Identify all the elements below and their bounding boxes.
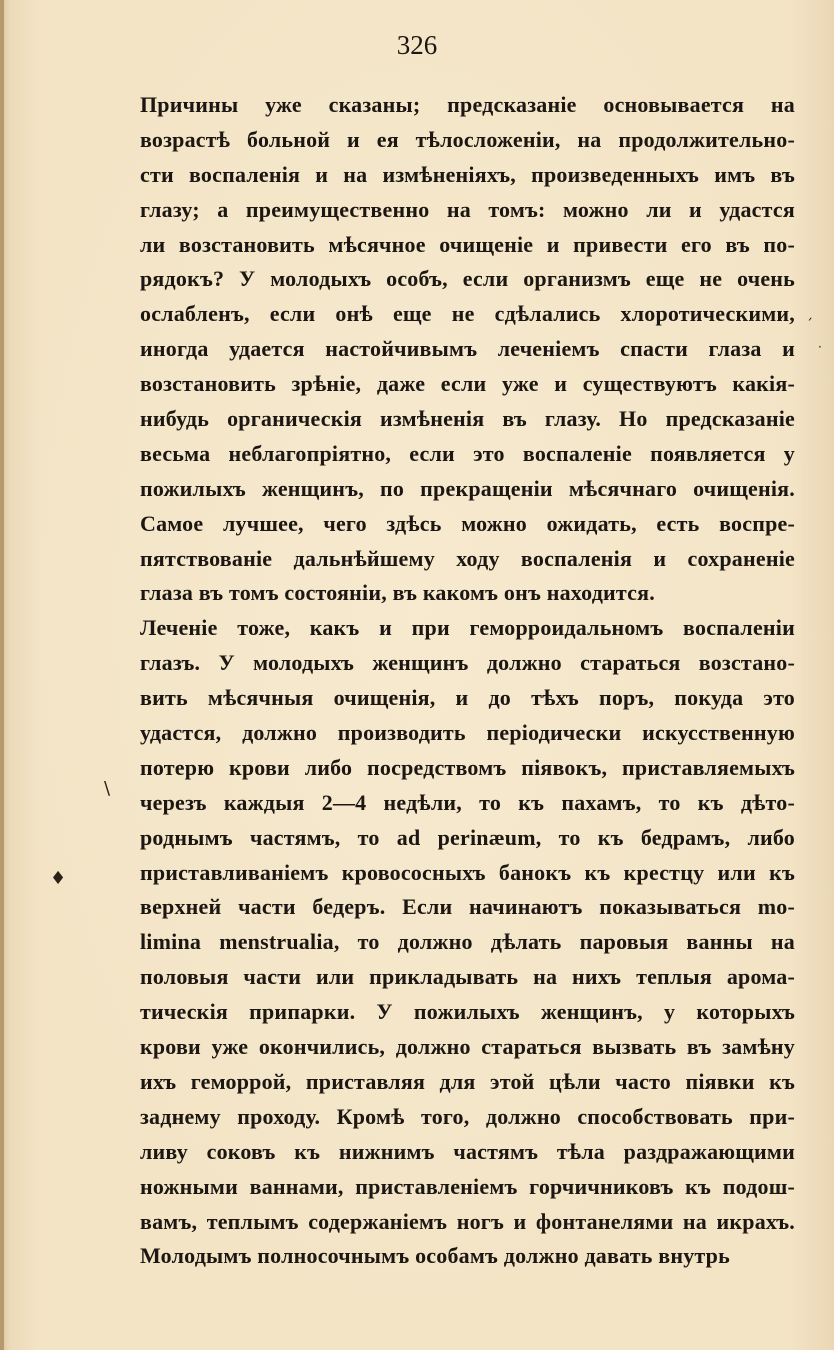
margin-dot-icon: · — [818, 340, 822, 354]
text-line: вамъ, теплымъ содержаніемъ ногъ и фонтанелями на икрахъ. — [140, 1208, 795, 1234]
text-line: ливу соковъ къ нижнимъ частямъ тѣла раздражающими — [140, 1138, 795, 1164]
text-line: глазъ. У молодыхъ женщинъ должно стараться возстано- — [140, 650, 795, 676]
text-line: крови уже окончились, должно стараться вызвать въ замѣну — [140, 1034, 795, 1060]
text-line: сти воспаленія и на измѣненіяхъ, произведенныхъ имъ въ — [140, 161, 795, 187]
text-line: пятствованіе дальнѣйшему ходу воспаленія и сохраненіе — [140, 545, 795, 571]
text-line: приставливаніемъ кровососныхъ банокъ къ крестцу или къ — [140, 859, 795, 885]
page-edge-shadow — [0, 0, 4, 1350]
text-line: весьма неблагопріятно, если это воспаленіе появляется у — [140, 440, 795, 466]
text-line: рядокъ? У молодыхъ особъ, если организмъ еще не очень — [140, 266, 795, 292]
text-line: возстановить зрѣніе, даже если уже и существуютъ какія- — [140, 371, 795, 397]
text-line: глазу; а преимущественно на томъ: можно ли и удастся — [140, 196, 795, 222]
text-line: ножными ваннами, приставленіемъ горчичниковъ къ подош- — [140, 1173, 795, 1199]
text-line: возрастѣ больной и ея тѣлосложеніи, на продолжительно- — [140, 126, 795, 152]
text-line: черезъ каждыя 2—4 недѣли, то къ пахамъ, то къ дѣто- — [140, 789, 795, 815]
text-line: тическія припарки. У пожилыхъ женщинъ, у которыхъ — [140, 999, 795, 1025]
text-line: удастся, должно производить періодически искусственную — [140, 720, 795, 746]
page-number: 326 — [396, 30, 438, 60]
text-line: заднему проходу. Кромѣ того, должно способствовать при- — [140, 1103, 795, 1129]
text-line: иногда удается настойчивымъ леченіемъ спасти глаза и — [140, 336, 795, 362]
text-line: верхней части бедеръ. Если начинаютъ показываться mo- — [140, 894, 795, 920]
text-line: ослабленъ, если онѣ еще не сдѣлались хлоротическими, — [140, 301, 795, 327]
text-line: потерю крови либо посредствомъ піявокъ, приставляемыхъ — [140, 754, 795, 780]
text-line: Леченіе тоже, какъ и при геморроидальномъ воспаленіи — [140, 615, 795, 641]
text-line: Самое лучшее, чего здѣсь можно ожидать, есть воспре- — [140, 510, 795, 536]
margin-mark-icon: \ — [104, 778, 111, 799]
text-line: Причины уже сказаны; предсказаніе основывается на — [140, 92, 795, 117]
text-line: роднымъ частямъ, то ad perinæum, то къ бедрамъ, либо — [140, 824, 795, 850]
text-line: половыя части или прикладывать на нихъ теплыя арома- — [140, 964, 795, 990]
text-line: limina menstrualia, то должно дѣлать паровыя ванны на — [140, 929, 795, 955]
text-line: вить мѣсячныя очищенія, и до тѣхъ поръ, покуда это — [140, 685, 795, 711]
page-body-text — [140, 88, 795, 1274]
margin-tick-icon: ˏ — [806, 305, 813, 321]
ink-blot-icon: ♦ — [50, 868, 67, 889]
text-line: глаза въ томъ состояніи, въ какомъ онъ находится. — [140, 580, 655, 606]
text-line: нибудь органическія измѣненія въ глазу. Но предсказаніе — [140, 406, 795, 432]
text-line: ихъ геморрой, приставляя для этой цѣли часто піявки къ — [140, 1068, 795, 1094]
text-line: ли возстановить мѣсячное очищеніе и привести его въ по- — [140, 231, 795, 257]
text-line: Молодымъ полносочнымъ особамъ должно давать внутрь — [140, 1243, 730, 1269]
text-line: пожилыхъ женщинъ, по прекращеніи мѣсячнаго очищенія. — [140, 475, 795, 501]
